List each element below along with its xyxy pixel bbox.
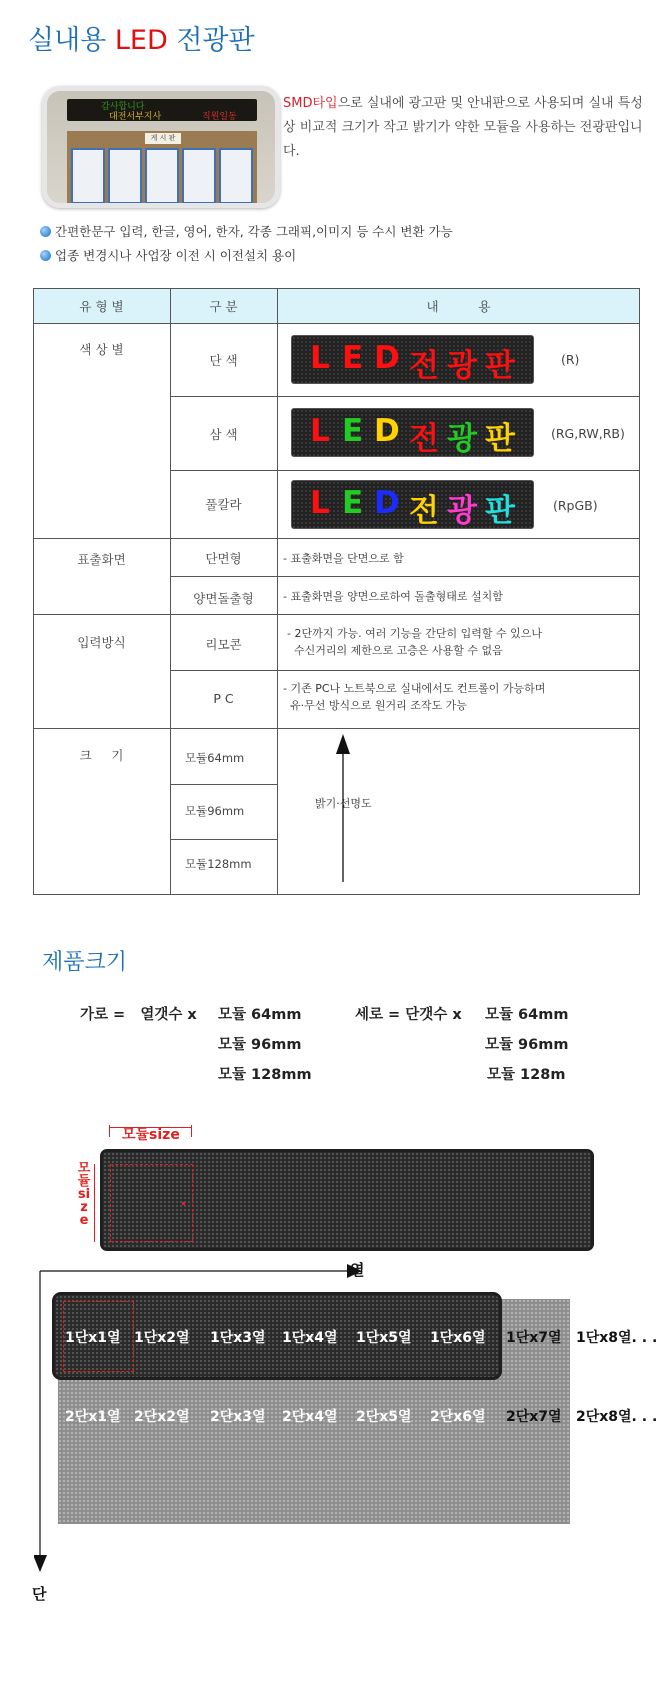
led-sample-single bbox=[291, 335, 534, 384]
tri-color-label: 삼 색 bbox=[209, 427, 238, 442]
led-char: D bbox=[374, 413, 400, 449]
feature-text: 간편한문구 입력, 한글, 영어, 한자, 각종 그래픽,이미지 등 수시 변환 가능 bbox=[55, 224, 453, 239]
double-face-label: 양면돌출형 bbox=[193, 591, 254, 606]
bullet-icon bbox=[40, 226, 51, 237]
led-char: D bbox=[374, 485, 400, 521]
height-formula-label: 세로 = 단갯수 x bbox=[355, 1007, 462, 1023]
cell-1-8: 1단x8열. . . bbox=[576, 1330, 658, 1346]
module-size-label: 모듈size bbox=[122, 1127, 180, 1143]
poster bbox=[219, 148, 253, 204]
module-size-vertical-line bbox=[94, 1164, 95, 1242]
led-char: L bbox=[310, 413, 330, 449]
poster bbox=[108, 148, 142, 204]
module-96-label: 모듈96mm bbox=[185, 804, 245, 818]
width-module-96: 모듈 96mm bbox=[218, 1037, 302, 1053]
table-border bbox=[170, 670, 640, 671]
pc-desc-line2: 유·무선 방식으로 원거리 조작도 가능 bbox=[283, 699, 467, 712]
cell-2-4: 2단x4열 bbox=[282, 1409, 338, 1425]
led-char: 판 bbox=[485, 348, 515, 384]
cell-2-2: 2단x2열 bbox=[134, 1409, 190, 1425]
dimension-tick bbox=[191, 1125, 192, 1137]
remote-label: 리모콘 bbox=[205, 637, 242, 652]
header-type: 유 형 별 bbox=[79, 299, 124, 314]
spec-table bbox=[33, 288, 640, 895]
header-category: 구 분 bbox=[209, 299, 238, 314]
column-axis-label: 열 bbox=[350, 1261, 365, 1279]
poster bbox=[71, 148, 105, 204]
photo-sign-line3: 직원일동 bbox=[202, 112, 237, 122]
led-sample-full bbox=[291, 480, 534, 529]
photo-bulletin-board bbox=[67, 131, 257, 203]
single-face-label: 단면형 bbox=[205, 551, 242, 566]
title-led: LED bbox=[114, 25, 168, 56]
height-module-96: 모듈 96mm bbox=[485, 1037, 569, 1053]
table-border bbox=[170, 839, 277, 840]
poster bbox=[145, 148, 179, 204]
photo-board-label: 게 시 판 bbox=[145, 133, 181, 144]
led-char: 광 bbox=[447, 348, 477, 384]
header-content: 내 용 bbox=[426, 299, 491, 314]
led-sample-tri bbox=[291, 408, 534, 457]
full-color-label: 풀칼라 bbox=[205, 497, 242, 512]
pc-label: P C bbox=[213, 691, 234, 706]
photo-led-sign bbox=[67, 99, 257, 121]
table-border bbox=[33, 288, 34, 895]
single-color-label: 단 색 bbox=[209, 353, 238, 368]
width-module-64: 모듈 64mm bbox=[218, 1007, 302, 1023]
led-char: 전 bbox=[409, 348, 439, 384]
cell-2-3: 2단x3열 bbox=[210, 1409, 266, 1425]
photo-sign-line2: 대전서부지사 bbox=[109, 112, 162, 122]
poster bbox=[182, 148, 216, 204]
row-axis-label: 단 bbox=[32, 1585, 47, 1603]
table-border bbox=[33, 728, 640, 729]
table-border bbox=[277, 288, 278, 895]
table-border bbox=[33, 288, 640, 289]
led-char: D bbox=[374, 340, 400, 376]
led-char: 판 bbox=[485, 421, 515, 457]
brightness-label: 밝기·선명도 bbox=[315, 797, 372, 810]
led-char: 광 bbox=[447, 421, 477, 457]
pc-desc-line1: - 기존 PC나 노트북으로 실내에서도 컨트롤이 가능하며 bbox=[283, 682, 546, 695]
module-marker bbox=[182, 1202, 185, 1205]
led-char: 전 bbox=[409, 421, 439, 457]
height-module-64: 모듈 64mm bbox=[485, 1007, 569, 1023]
title-prefix: 실내용 bbox=[28, 25, 115, 56]
feature-item bbox=[40, 222, 453, 240]
double-face-desc: - 표출화면을 양면으로하여 돌출형태로 설치함 bbox=[283, 590, 503, 603]
bullet-icon bbox=[40, 250, 51, 261]
intro-text bbox=[283, 92, 653, 164]
feature-text: 업종 변경시나 사업장 이전 시 이전설치 용이 bbox=[55, 248, 297, 263]
cell-1-3: 1단x3열 bbox=[210, 1330, 266, 1346]
dimension-tick bbox=[109, 1125, 110, 1137]
table-border bbox=[33, 894, 640, 895]
module-size-vertical-label: 모듈size bbox=[77, 1161, 91, 1228]
product-photo bbox=[42, 86, 280, 208]
module-64-label: 모듈64mm bbox=[185, 751, 245, 765]
tri-color-note: (RG,RW,RB) bbox=[551, 426, 625, 441]
cell-1-6: 1단x6열 bbox=[430, 1330, 486, 1346]
led-char: L bbox=[310, 485, 330, 521]
cell-2-6: 2단x6열 bbox=[430, 1409, 486, 1425]
full-color-note: (RpGB) bbox=[553, 498, 598, 513]
cell-1-1: 1단x1열 bbox=[65, 1330, 121, 1346]
table-border bbox=[639, 288, 640, 895]
cell-1-2: 1단x2열 bbox=[134, 1330, 190, 1346]
color-group-label: 색 상 별 bbox=[79, 342, 124, 357]
table-border bbox=[33, 614, 640, 615]
module-outline bbox=[110, 1164, 193, 1242]
cell-2-1: 2단x1열 bbox=[65, 1409, 121, 1425]
table-border bbox=[170, 576, 640, 577]
led-char: E bbox=[342, 413, 364, 449]
intro-body: 으로 실내에 광고판 및 안내판으로 사용되며 실내 특성상 비교적 크기가 작고 밝기가 약한 모듈을 사용하는 전광판입니다. bbox=[283, 96, 643, 159]
cell-2-8: 2단x8열. . . bbox=[576, 1409, 658, 1425]
led-char: 전 bbox=[409, 493, 439, 529]
size-group-label: 크 기 bbox=[79, 748, 124, 763]
title-suffix: 전광판 bbox=[167, 25, 255, 56]
height-module-128: 모듈 128m bbox=[487, 1067, 566, 1083]
intro-highlight: SMD타입 bbox=[283, 96, 338, 111]
table-border bbox=[33, 538, 640, 539]
led-char: E bbox=[342, 485, 364, 521]
page-title bbox=[28, 18, 255, 57]
cell-2-7: 2단x7열 bbox=[506, 1409, 562, 1425]
table-border bbox=[33, 323, 640, 324]
module-128-label: 모듈128mm bbox=[185, 857, 252, 871]
table-border bbox=[170, 784, 277, 785]
table-border bbox=[170, 470, 640, 471]
cell-1-7: 1단x7열 bbox=[506, 1330, 562, 1346]
input-group-label: 입력방식 bbox=[77, 635, 126, 650]
product-size-title: 제품크기 bbox=[42, 950, 128, 975]
led-char: 광 bbox=[447, 493, 477, 529]
cell-1-4: 1단x4열 bbox=[282, 1330, 338, 1346]
width-formula-label: 가로 = 열갯수 x bbox=[80, 1007, 197, 1023]
cell-2-5: 2단x5열 bbox=[356, 1409, 412, 1425]
display-group-label: 표출화면 bbox=[77, 552, 126, 567]
single-face-desc: - 표출화면을 단면으로 함 bbox=[283, 552, 404, 565]
photo-sign-line1: 감사합니다 bbox=[101, 102, 145, 112]
single-color-note: (R) bbox=[561, 352, 580, 367]
led-char: L bbox=[310, 340, 330, 376]
led-char: 판 bbox=[485, 493, 515, 529]
led-char: E bbox=[342, 340, 364, 376]
remote-desc-line2: 수신거리의 제한으로 고층은 사용할 수 없음 bbox=[287, 644, 503, 657]
table-border bbox=[170, 396, 640, 397]
cell-1-5: 1단x5열 bbox=[356, 1330, 412, 1346]
width-module-128: 모듈 128mm bbox=[218, 1067, 312, 1083]
remote-desc-line1: - 2단까지 가능. 여러 기능을 간단히 입력할 수 있으나 bbox=[287, 627, 542, 640]
feature-item bbox=[40, 246, 296, 264]
